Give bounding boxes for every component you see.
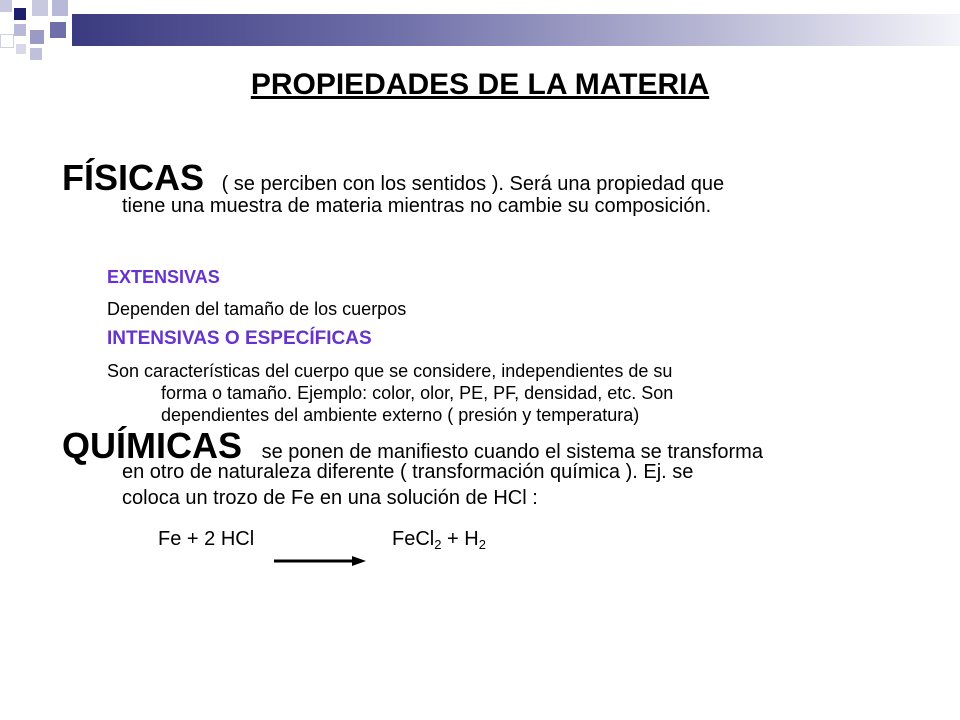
intensivas-heading: INTENSIVAS O ESPECÍFICAS: [107, 328, 372, 349]
fisicas-text-line2: tiene una muestra de materia mientras no cambie su composición.: [122, 195, 712, 217]
intensivas-paragraph: [107, 360, 927, 426]
equation-sub-h: 2: [478, 537, 486, 552]
equation-product-fecl: FeCl: [392, 528, 435, 550]
deco-square: [30, 48, 42, 60]
quimicas-text-line1: se ponen de manifiesto cuando el sistema se transforma: [261, 441, 763, 463]
deco-square: [0, 34, 14, 48]
equation-reactants: Fe + 2 HCl: [158, 528, 255, 550]
quimicas-paragraph: [62, 425, 942, 511]
deco-square: [30, 30, 44, 44]
fisicas-text-line1: ( se perciben con los sentidos ). Será una propiedad que: [221, 173, 725, 195]
fisicas-paragraph: [62, 157, 942, 219]
equation-plus-h: + H: [441, 528, 479, 550]
deco-square: [14, 8, 26, 20]
intensivas-text-line3: dependientes del ambiente externo ( presión y temperatura): [161, 405, 640, 425]
deco-square: [50, 22, 66, 38]
deco-square: [32, 0, 48, 16]
equation-products: [392, 528, 486, 551]
fisicas-heading: FÍSICAS: [62, 157, 205, 198]
equation-sub-fecl: 2: [434, 537, 442, 552]
quimicas-text-line3: coloca un trozo de Fe en una solución de HCl :: [122, 487, 538, 509]
deco-square: [52, 0, 68, 16]
quimicas-heading: QUÍMICAS: [62, 425, 242, 466]
intensivas-text-line2: forma o tamaño. Ejemplo: color, olor, PE, PF, densidad, etc. Son: [161, 383, 674, 403]
extensivas-text: Dependen del tamaño de los cuerpos: [107, 299, 407, 319]
reaction-arrow-icon: [272, 553, 368, 569]
deco-square: [0, 0, 12, 12]
quimicas-text-line2: en otro de naturaleza diferente ( transformación química ). Ej. se: [122, 461, 694, 483]
slide-title: PROPIEDADES DE LA MATERIA: [250, 68, 710, 101]
intensivas-text-line1: Son características del cuerpo que se considere, independientes de su: [107, 361, 673, 381]
extensivas-heading: EXTENSIVAS: [107, 267, 220, 287]
deco-square: [16, 44, 26, 54]
header-gradient-bar: [72, 14, 960, 46]
deco-square: [14, 24, 26, 36]
